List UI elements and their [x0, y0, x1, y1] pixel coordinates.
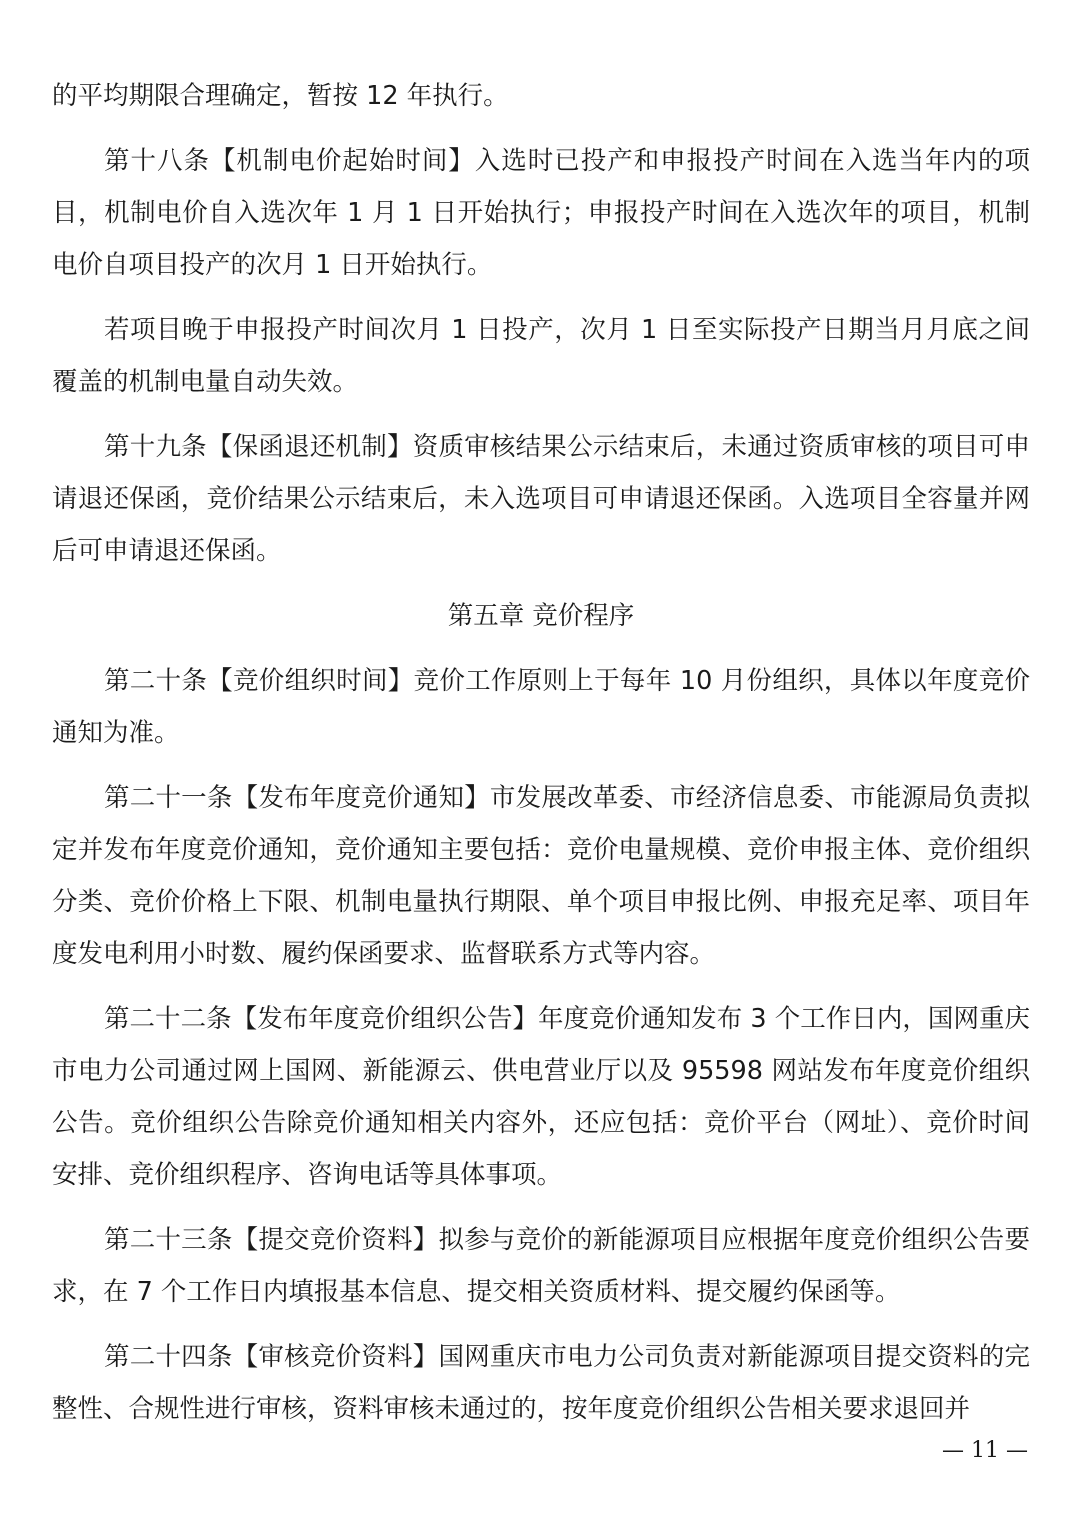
article-22-announcement: 第二十二条【发布年度竞价组织公告】年度竞价通知发布 3 个工作日内，国网重庆市电力公司通过网上国网、新能源云、供电营业厅以及 95598 网站发布年度竞价组织公告。竞价组织公告除竞价通知相关内容外，还应包括：竞价平台（网址）、竞价时间安排、竞价组织程序、咨询电话等具体事项。 — [52, 1004, 1030, 1190]
article-21-annual-notice: 第二十一条【发布年度竞价通知】市发展改革委、市经济信息委、市能源局负责拟定并发布年度竞价通知，竞价通知主要包括：竞价电量规模、竞价申报主体、竞价组织分类、竞价价格上下限、机制电量执行期限、单个项目申报比例、申报充足率、项目年度发电利用小时数、履约保函要求、监督联系方式等内容。 — [52, 783, 1030, 969]
article-20-bidding-time: 第二十条【竞价组织时间】竞价工作原则上于每年 10 月份组织，具体以年度竞价通知为准。 — [52, 666, 1030, 748]
chapter-5-heading: 第五章 竞价程序 — [447, 601, 635, 631]
article-18-start-time: 第十八条【机制电价起始时间】入选时已投产和申报投产时间在入选当年内的项目，机制电价自入选次年 1 月 1 日开始执行；申报投产时间在入选次年的项目，机制电价自项目投产的次月 1 日开始执行。 — [52, 146, 1030, 280]
document-page — [52, 70, 1030, 1448]
page-number: — 11 — — [942, 1438, 1028, 1463]
article-19-guarantee-return: 第十九条【保函退还机制】资质审核结果公示结束后，未通过资质审核的项目可申请退还保函，竞价结果公示结束后，未入选项目可申请退还保函。入选项目全容量并网后可申请退还保函。 — [52, 432, 1030, 566]
paragraph-continuation: 的平均期限合理确定，暂按 12 年执行。 — [52, 81, 509, 111]
article-18-late-production: 若项目晚于申报投产时间次月 1 日投产，次月 1 日至实际投产日期当月月底之间覆盖的机制电量自动失效。 — [52, 315, 1030, 397]
article-23-submit-materials: 第二十三条【提交竞价资料】拟参与竞价的新能源项目应根据年度竞价组织公告要求，在 7 个工作日内填报基本信息、提交相关资质材料、提交履约保函等。 — [52, 1225, 1030, 1307]
article-24-review-materials: 第二十四条【审核竞价资料】国网重庆市电力公司负责对新能源项目提交资料的完整性、合规性进行审核，资料审核未通过的，按年度竞价组织公告相关要求退回并 — [52, 1342, 1030, 1424]
